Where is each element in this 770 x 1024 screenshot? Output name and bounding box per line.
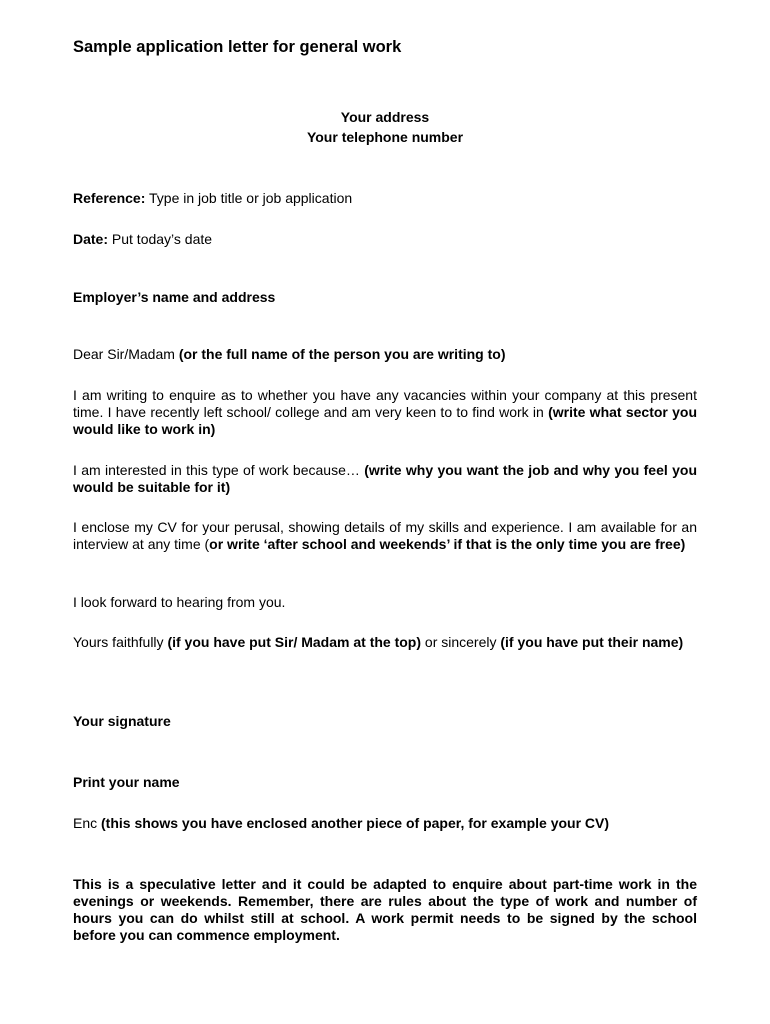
closing-note-sir-madam: (if you have put Sir/ Madam at the top) [167,634,422,650]
paragraph-vacancies [73,387,697,438]
salutation-text: Dear Sir/Madam [73,346,179,362]
paragraph-cv [73,519,697,553]
date-text: Put today’s date [108,231,213,247]
address-line: Your address [340,109,430,125]
paragraph-cv-note: or write ‘after school and weekends’ if that is the only time you are free) [209,536,686,552]
paragraph-interest-text: I am interested in this type of work because… [73,462,365,478]
date-line [73,231,697,248]
reference-text: Type in job title or job application [145,190,353,206]
signature-line [73,713,697,730]
reference-line [73,190,697,207]
closing-paragraph [73,634,697,651]
paragraph-cv-text: I enclose my CV for your perusal, showing details of my skills and experience. I am available for an interview at any time ( [73,519,697,552]
paragraph-interest [73,462,697,496]
employer-text: Employer’s name and address [73,289,276,305]
enclosure-line [73,815,697,832]
date-label: Date: [73,231,109,247]
salutation-note: (or the full name of the person you are writing to) [178,346,506,362]
salutation-line [73,346,697,363]
paragraph-interest-note: (write why you want the job and why you feel you would be suitable for it) [73,462,697,495]
document-title: Sample application letter for general work [73,38,402,56]
speculative-note [73,876,697,944]
reference-label: Reference: [73,190,146,206]
paragraph-vacancies-text: I am writing to enquire as to whether you have any vacancies within your company at this present time. I have recently left school/ college and am very keen to to find work in [73,387,697,420]
paragraph-vacancies-note: (write what sector you would like to work in) [73,404,697,437]
print-name-text: Print your name [73,774,180,790]
telephone-line: Your telephone number [306,129,464,145]
signature-text: Your signature [73,713,171,729]
closing-text-sincerely: or sincerely [421,634,501,650]
paragraph-look-forward: I look forward to hearing from you. [73,594,286,610]
employer-line [73,289,697,306]
speculative-note-text: This is a speculative letter and it could be adapted to enquire about part-time work in the evenings or weekends. Remember, there are rules about the type of work and number of hours you can do whilst still at school. A work permit needs to be signed by the school before you can commence employment. [73,876,697,943]
print-name-line [73,774,697,791]
closing-note-name: (if you have put their name) [500,634,684,650]
enclosure-text: Enc [73,815,102,831]
closing-text-faithfully: Yours faithfully [73,634,168,650]
enclosure-note: (this shows you have enclosed another piece of paper, for example your CV) [101,815,610,831]
